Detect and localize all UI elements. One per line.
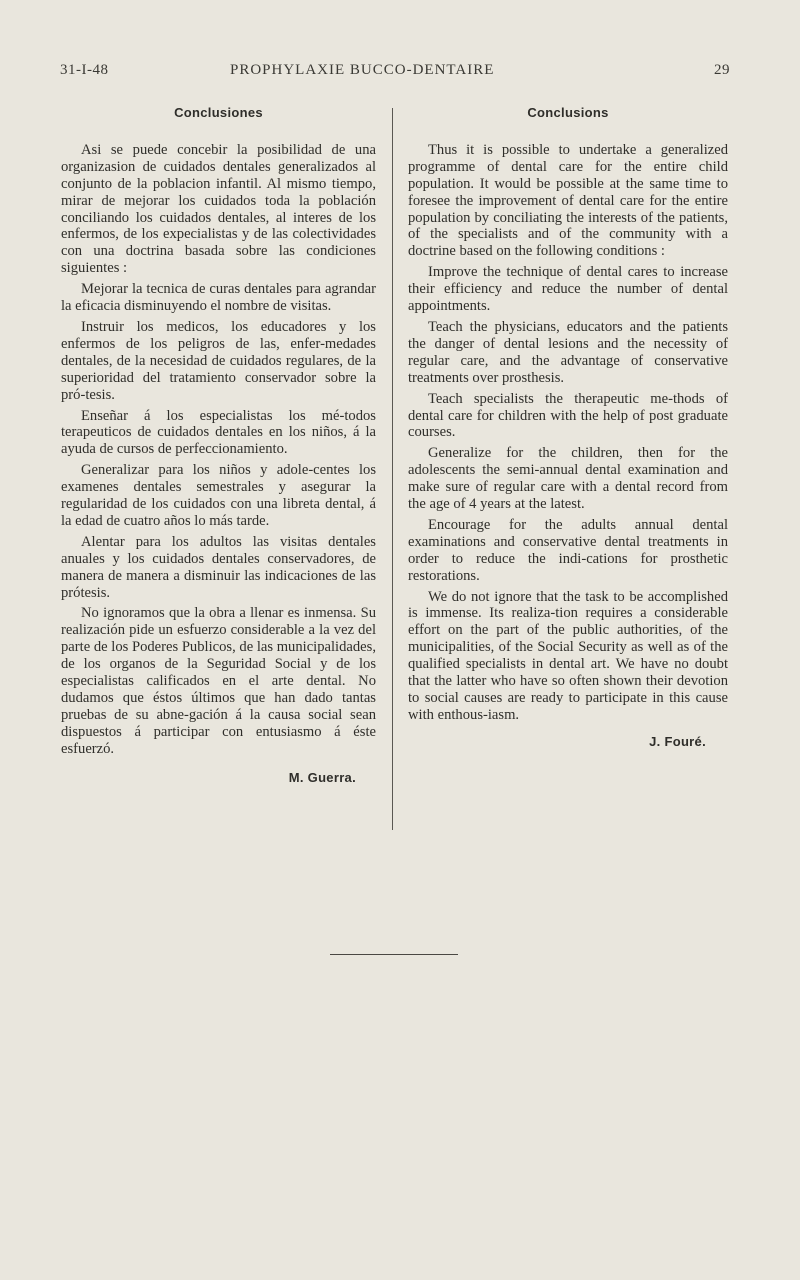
spanish-column [61, 105, 376, 787]
running-header [60, 62, 730, 86]
spanish-paragraph: Asi se puede concebir la posibilidad de una organizasion de cuidados dentales generalizados al conjunto de la poblacion infantil. Al mismo tiempo, mirar de mejorar los cuidados toda la población conciliando los cuidados dentales, al interes de los enfermos, de los expecialistas y de las colectividades con una doctrina basada sobre las condiciones siguientes : [61, 141, 376, 277]
column-divider [392, 108, 393, 830]
english-paragraph: Thus it is possible to undertake a generalized programme of dental care for the entire child population. It would be possible at the same time to foresee the improvement of dental care for the entire population by conciliating the interests of the patients, of the specialists and of the community with a doctrine based on the following conditions : [408, 141, 728, 260]
english-paragraph: We do not ignore that the task to be accomplished is immense. Its realiza-tion requires a considerable effort on the part of the public authorities, of the municipalities, of the Social Security as well as of the qualified specialists in dental art. We have no doubt that the latter who have so often shown their devotion to social causes are ready to participate in this cause with enthous-iasm. [408, 588, 728, 723]
english-author-signature: J. Fouré. [649, 733, 706, 749]
spanish-paragraph: Generalizar para los niños y adole-centes los examenes dentales semestrales y asegurar la regularidad de los cuidados con una libreta dental, á la edad de cuatro años lo más tarde. [61, 462, 376, 529]
spanish-paragraph: Instruir los medicos, los educadores y los enfermos de los peligros de las, enfer-medades dentales, de la necesidad de cuidados regulares, de la superioridad del tratamiento conservador sobre la pró-tesis. [61, 318, 376, 403]
page-number: 29 [714, 62, 730, 78]
english-paragraph: Encourage for the adults annual dental examinations and conservative dental treatments in order to reduce the indi-cations for prosthetic restorations. [408, 516, 728, 584]
english-paragraph: Generalize for the children, then for the adolescents the semi-annual dental examination and make sure of regular care with a dental record from the age of 4 years at the latest. [408, 445, 728, 513]
spanish-paragraph: No ignoramos que la obra a llenar es inmensa. Su realización pide un esfuerzo considerable a la vez del parte de los Poderes Publicos, de las municipalidades, de los organos de la Seguridad Social y de los especialistas calificados en el arte dental. No dudamos que éstos últimos que han dado tantas pruebas de su abne-gación á la causa social sean dispuestos á participar con entusiasmo á éste esfuerzó. [61, 605, 376, 757]
section-end-rule [330, 954, 458, 955]
header-date: 31-I-48 [60, 62, 109, 78]
spanish-paragraph: Mejorar la tecnica de curas dentales para agrandar la eficacia disminuyendo el nombre de visitas. [61, 281, 376, 315]
spanish-author-signature: M. Guerra. [288, 769, 356, 785]
spanish-column-title: Conclusiones [174, 105, 263, 120]
header-journal-title: PROPHYLAXIE BUCCO-DENTAIRE [230, 62, 495, 78]
english-paragraph: Teach the physicians, educators and the patients the danger of dental lesions and the necessity of regular care, and the advantage of conservative treatments over prosthesis. [408, 318, 728, 386]
english-paragraph: Improve the technique of dental cares to increase their efficiency and reduce the number of dental appointments. [408, 264, 728, 315]
english-column-title: Conclusions [527, 105, 609, 120]
spanish-paragraph: Enseñar á los especialistas los mé-todos terapeuticos de cuidados dentales en los niños, á la ayuda de cursos de perfeccionamiento. [61, 407, 376, 458]
english-column [408, 105, 728, 751]
english-paragraph: Teach specialists the therapeutic me-thods of dental care for children with the help of post graduate courses. [408, 390, 728, 441]
spanish-paragraph: Alentar para los adultos las visitas dentales anuales y los cuidados dentales conservadores, de manera de manera a disminuir las indicaciones de las prótesis. [61, 533, 376, 601]
